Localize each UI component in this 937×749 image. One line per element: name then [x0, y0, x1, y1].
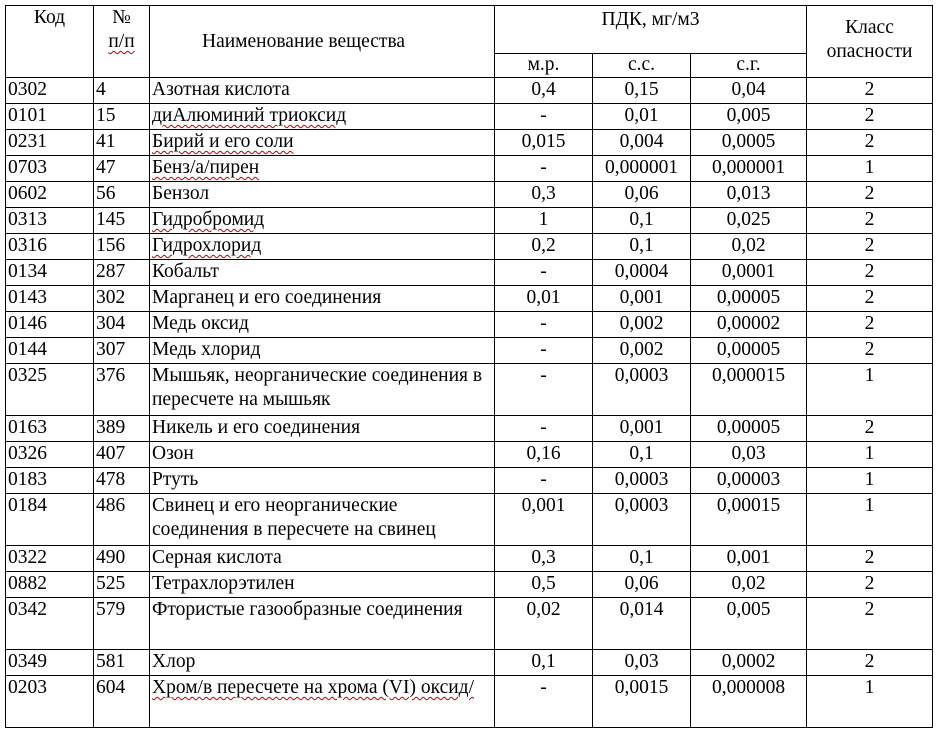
cell-code: 0231 [6, 130, 94, 156]
cell-ss: 0,03 [593, 650, 691, 676]
cell-hazard-class: 1 [807, 156, 933, 182]
cell-mr: - [495, 104, 593, 130]
cell-ss: 0,01 [593, 104, 691, 130]
cell-code: 0703 [6, 156, 94, 182]
cell-hazard-class: 2 [807, 78, 933, 104]
cell-sg: 0,02 [691, 234, 807, 260]
cell-sg: 0,00002 [691, 312, 807, 338]
cell-substance-name [150, 208, 495, 234]
cell-code: 0325 [6, 364, 94, 416]
cell-mr: 0,001 [495, 494, 593, 546]
cell-mr: - [495, 338, 593, 364]
cell-ss: 0,0003 [593, 494, 691, 546]
cell-number: 486 [94, 494, 150, 546]
cell-substance-name: Медь хлорид [150, 338, 495, 364]
substance-name-text: диАлюминий триоксид [152, 105, 347, 126]
cell-code: 0602 [6, 182, 94, 208]
cell-number: 579 [94, 598, 150, 650]
cell-hazard-class: 2 [807, 312, 933, 338]
cell-hazard-class: 2 [807, 598, 933, 650]
cell-ss: 0,06 [593, 182, 691, 208]
cell-number: 581 [94, 650, 150, 676]
cell-sg: 0,00005 [691, 416, 807, 442]
cell-sg: 0,025 [691, 208, 807, 234]
substance-name-text: Гидрохлорид [152, 235, 262, 256]
cell-sg: 0,0002 [691, 650, 807, 676]
cell-number: 4 [94, 78, 150, 104]
cell-number: 15 [94, 104, 150, 130]
table-row [6, 494, 933, 546]
table-row [6, 650, 933, 676]
cell-code: 0163 [6, 416, 94, 442]
header-substance-name: Наименование вещества [150, 6, 495, 78]
cell-sg: 0,0001 [691, 260, 807, 286]
cell-substance-name: Озон [150, 442, 495, 468]
header-mr: м.р. [495, 54, 593, 78]
cell-number: 156 [94, 234, 150, 260]
cell-ss: 0,0015 [593, 676, 691, 728]
cell-substance-name: Мышьяк, неорганические соединения в пересчете на мышьяк [150, 364, 495, 416]
header-ss: с.с. [593, 54, 691, 78]
cell-substance-name: Марганец и его соединения [150, 286, 495, 312]
cell-mr: - [495, 416, 593, 442]
cell-sg: 0,00015 [691, 494, 807, 546]
cell-ss: 0,001 [593, 286, 691, 312]
cell-number: 304 [94, 312, 150, 338]
cell-code: 0313 [6, 208, 94, 234]
substance-name-text: Гидробромид [152, 209, 265, 230]
cell-hazard-class: 2 [807, 182, 933, 208]
cell-code: 0349 [6, 650, 94, 676]
cell-substance-name: Фтористые газообразные соединения [150, 598, 495, 650]
cell-hazard-class: 1 [807, 494, 933, 546]
table-row [6, 364, 933, 416]
cell-ss: 0,001 [593, 416, 691, 442]
cell-substance-name: Тетрахлорэтилен [150, 572, 495, 598]
table-row [6, 416, 933, 442]
table-row [6, 676, 933, 728]
cell-code: 0144 [6, 338, 94, 364]
pdk-table [5, 5, 933, 728]
table-row [6, 442, 933, 468]
cell-sg: 0,000015 [691, 364, 807, 416]
cell-mr: 0,5 [495, 572, 593, 598]
table-row [6, 104, 933, 130]
cell-substance-name: Бензол [150, 182, 495, 208]
cell-code: 0302 [6, 78, 94, 104]
cell-hazard-class: 1 [807, 676, 933, 728]
cell-mr: - [495, 676, 593, 728]
cell-mr: 0,3 [495, 182, 593, 208]
cell-code: 0146 [6, 312, 94, 338]
cell-hazard-class: 2 [807, 650, 933, 676]
cell-mr: 0,01 [495, 286, 593, 312]
table-row [6, 312, 933, 338]
cell-mr: 0,1 [495, 650, 593, 676]
cell-hazard-class: 2 [807, 546, 933, 572]
table-row [6, 286, 933, 312]
cell-ss: 0,002 [593, 312, 691, 338]
cell-mr: - [495, 260, 593, 286]
cell-sg: 0,02 [691, 572, 807, 598]
cell-substance-name [150, 104, 495, 130]
cell-substance-name: Свинец и его неорганические соединения в пересчете на свинец [150, 494, 495, 546]
cell-ss: 0,15 [593, 78, 691, 104]
cell-ss: 0,0003 [593, 468, 691, 494]
cell-ss: 0,014 [593, 598, 691, 650]
cell-substance-name [150, 676, 495, 728]
cell-ss: 0,0004 [593, 260, 691, 286]
cell-hazard-class: 2 [807, 416, 933, 442]
table-row [6, 468, 933, 494]
cell-substance-name: Серная кислота [150, 546, 495, 572]
cell-mr: 0,3 [495, 546, 593, 572]
cell-hazard-class: 1 [807, 468, 933, 494]
cell-code: 0143 [6, 286, 94, 312]
header-hazard-class: Класс опасности [807, 6, 933, 78]
cell-ss: 0,000001 [593, 156, 691, 182]
table-row [6, 208, 933, 234]
cell-hazard-class: 2 [807, 208, 933, 234]
cell-number: 407 [94, 442, 150, 468]
table-row [6, 338, 933, 364]
cell-substance-name: Ртуть [150, 468, 495, 494]
cell-number: 376 [94, 364, 150, 416]
cell-number: 56 [94, 182, 150, 208]
table-row [6, 234, 933, 260]
cell-ss: 0,0003 [593, 364, 691, 416]
cell-mr: 0,015 [495, 130, 593, 156]
table-row [6, 156, 933, 182]
cell-sg: 0,04 [691, 78, 807, 104]
cell-substance-name [150, 156, 495, 182]
cell-mr: 0,2 [495, 234, 593, 260]
cell-mr: 0,16 [495, 442, 593, 468]
cell-ss: 0,004 [593, 130, 691, 156]
cell-ss: 0,1 [593, 546, 691, 572]
cell-hazard-class: 2 [807, 260, 933, 286]
cell-sg: 0,000001 [691, 156, 807, 182]
cell-number: 389 [94, 416, 150, 442]
header-pdk: ПДК, мг/м3 [495, 6, 807, 54]
cell-sg: 0,005 [691, 598, 807, 650]
cell-hazard-class: 1 [807, 364, 933, 416]
cell-code: 0326 [6, 442, 94, 468]
header-number: № п/п [94, 6, 150, 78]
cell-code: 0322 [6, 546, 94, 572]
cell-sg: 0,00005 [691, 338, 807, 364]
substance-name-text: Бенз/а/пирен [152, 157, 260, 178]
cell-substance-name [150, 234, 495, 260]
cell-mr: - [495, 364, 593, 416]
cell-hazard-class: 2 [807, 338, 933, 364]
cell-substance-name: Азотная кислота [150, 78, 495, 104]
substance-name-text: Бирий и его соли [152, 131, 294, 152]
cell-ss: 0,1 [593, 234, 691, 260]
cell-code: 0882 [6, 572, 94, 598]
table-row [6, 572, 933, 598]
cell-substance-name: Хлор [150, 650, 495, 676]
cell-hazard-class: 2 [807, 130, 933, 156]
cell-sg: 0,001 [691, 546, 807, 572]
cell-sg: 0,000008 [691, 676, 807, 728]
table-body [6, 78, 933, 728]
cell-hazard-class: 2 [807, 234, 933, 260]
cell-ss: 0,1 [593, 208, 691, 234]
cell-number: 287 [94, 260, 150, 286]
cell-hazard-class: 2 [807, 104, 933, 130]
cell-mr: - [495, 312, 593, 338]
cell-number: 478 [94, 468, 150, 494]
cell-ss: 0,1 [593, 442, 691, 468]
cell-sg: 0,03 [691, 442, 807, 468]
table-row [6, 78, 933, 104]
table-row [6, 182, 933, 208]
cell-number: 525 [94, 572, 150, 598]
cell-substance-name: Никель и его соединения [150, 416, 495, 442]
cell-sg: 0,005 [691, 104, 807, 130]
cell-number: 47 [94, 156, 150, 182]
cell-substance-name: Медь оксид [150, 312, 495, 338]
cell-code: 0134 [6, 260, 94, 286]
table-row [6, 546, 933, 572]
cell-sg: 0,00003 [691, 468, 807, 494]
cell-code: 0316 [6, 234, 94, 260]
table-row [6, 260, 933, 286]
table-row [6, 130, 933, 156]
cell-code: 0203 [6, 676, 94, 728]
cell-mr: - [495, 468, 593, 494]
cell-code: 0342 [6, 598, 94, 650]
cell-sg: 0,00005 [691, 286, 807, 312]
cell-hazard-class: 2 [807, 572, 933, 598]
cell-code: 0184 [6, 494, 94, 546]
substance-name-text: Хром/в пересчете на хрома (VI) оксид/ [152, 677, 474, 698]
cell-sg: 0,0005 [691, 130, 807, 156]
cell-number: 604 [94, 676, 150, 728]
cell-substance-name [150, 130, 495, 156]
cell-number: 302 [94, 286, 150, 312]
cell-sg: 0,013 [691, 182, 807, 208]
cell-hazard-class: 1 [807, 442, 933, 468]
cell-number: 145 [94, 208, 150, 234]
cell-number: 307 [94, 338, 150, 364]
header-sg: с.г. [691, 54, 807, 78]
cell-code: 0183 [6, 468, 94, 494]
cell-mr: 0,4 [495, 78, 593, 104]
table-row [6, 598, 933, 650]
cell-mr: - [495, 156, 593, 182]
cell-mr: 0,02 [495, 598, 593, 650]
cell-mr: 1 [495, 208, 593, 234]
cell-ss: 0,06 [593, 572, 691, 598]
cell-hazard-class: 2 [807, 286, 933, 312]
cell-number: 490 [94, 546, 150, 572]
cell-ss: 0,002 [593, 338, 691, 364]
header-code: Код [6, 6, 94, 78]
cell-number: 41 [94, 130, 150, 156]
cell-code: 0101 [6, 104, 94, 130]
cell-substance-name: Кобальт [150, 260, 495, 286]
